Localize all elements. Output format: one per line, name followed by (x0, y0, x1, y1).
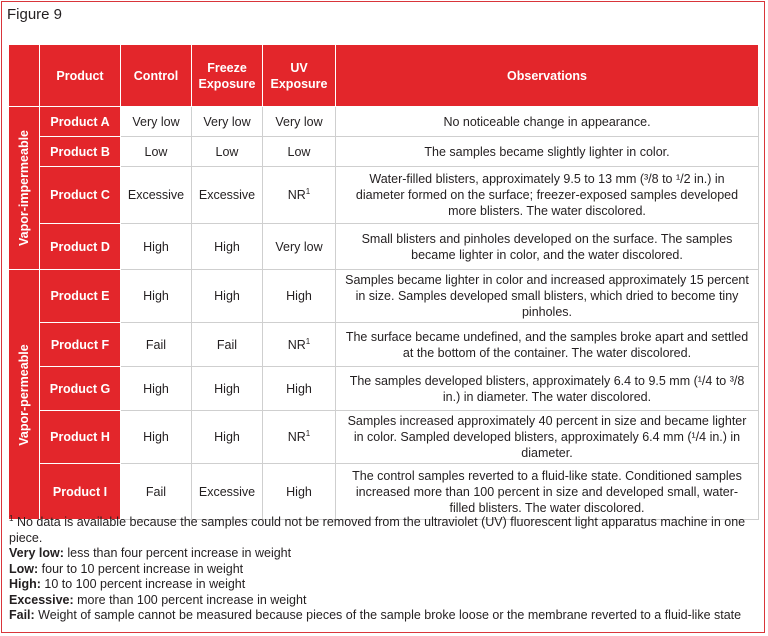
header-product: Product (40, 45, 121, 107)
control-cell: Fail (121, 323, 192, 367)
figure-title: Figure 9 (7, 6, 63, 23)
product-name-cell: Product C (40, 167, 121, 224)
uv-cell (263, 411, 336, 464)
term: Fail: (9, 608, 35, 622)
results-table (8, 44, 759, 520)
uv-cell (263, 367, 336, 411)
freeze-cell: High (192, 270, 263, 323)
control-cell: Fail (121, 464, 192, 520)
uv-cell (263, 270, 336, 323)
product-name-cell: Product D (40, 224, 121, 270)
observation-cell: The control samples reverted to a fluid-like state. Conditioned samples increased more than 100 percent in size and developed small, water-filled blisters. The water discolored. (336, 464, 759, 520)
product-name-cell: Product F (40, 323, 121, 367)
uv-value: NR (287, 430, 306, 444)
table-header-row (9, 45, 759, 107)
footnote-ref: 1 (305, 428, 311, 438)
group-vapor-impermeable (9, 107, 40, 270)
group-label: Vapor-impermeable (17, 129, 31, 247)
legend-excessive (9, 593, 768, 609)
observation-cell: The surface became undefined, and the samples broke apart and settled at the bottom of the container. The water discolored. (336, 323, 759, 367)
uv-cell (263, 107, 336, 137)
freeze-cell: Low (192, 137, 263, 167)
observation-cell: The samples became slightly lighter in color. (336, 137, 759, 167)
definition: 10 to 100 percent increase in weight (40, 577, 246, 591)
definition: Weight of sample cannot be measured because pieces of the sample broke loose or the membrane reverted to a fluid-like state (34, 608, 742, 622)
uv-value: High (286, 381, 312, 396)
uv-value: Very low (275, 114, 323, 129)
header-observations: Observations (336, 45, 759, 107)
term: High: (9, 577, 41, 591)
freeze-cell: Very low (192, 107, 263, 137)
uv-cell (263, 224, 336, 270)
freeze-cell: Fail (192, 323, 263, 367)
freeze-cell: High (192, 224, 263, 270)
legend-high (9, 577, 768, 593)
header-control: Control (121, 45, 192, 107)
table-notes (9, 515, 768, 624)
table-row (9, 367, 759, 411)
table-row (9, 323, 759, 367)
freeze-cell: Excessive (192, 464, 263, 520)
uv-value: Low (287, 144, 311, 159)
product-name-cell: Product E (40, 270, 121, 323)
uv-cell (263, 137, 336, 167)
product-name-cell: Product A (40, 107, 121, 137)
table-row (9, 411, 759, 464)
freeze-cell: Excessive (192, 167, 263, 224)
observation-cell: Small blisters and pinholes developed on the surface. The samples became lighter in color, and the water discolored. (336, 224, 759, 270)
table-row (9, 270, 759, 323)
header-uv: UV Exposure (263, 45, 336, 107)
uv-value: Very low (275, 239, 323, 254)
footnote-1 (9, 515, 768, 546)
observation-cell: No noticeable change in appearance. (336, 107, 759, 137)
group-vapor-permeable (9, 270, 40, 520)
control-cell: High (121, 224, 192, 270)
group-label: Vapor-permeable (17, 343, 31, 446)
legend-very-low (9, 546, 768, 562)
table-row (9, 464, 759, 520)
definition: less than four percent increase in weight (63, 546, 292, 560)
term: Low: (9, 561, 39, 576)
footnote-ref: 1 (305, 336, 311, 346)
control-cell: High (121, 411, 192, 464)
uv-cell (263, 167, 336, 224)
term: Excessive: (9, 592, 74, 607)
uv-value: High (286, 484, 312, 499)
uv-value: NR (287, 337, 306, 352)
control-cell: Low (121, 137, 192, 167)
footnote-mark: 1 (9, 513, 14, 523)
table-row (9, 167, 759, 224)
observation-cell: The samples developed blisters, approximately 6.4 to 9.5 mm (¹/4 to ³/8 in.) in diameter. The water discolored. (336, 367, 759, 411)
control-cell: High (121, 270, 192, 323)
uv-cell (263, 323, 336, 367)
table-row (9, 224, 759, 270)
control-cell: Very low (121, 107, 192, 137)
product-name-cell: Product B (40, 137, 121, 167)
header-group-blank (9, 45, 40, 107)
product-name-cell: Product H (40, 411, 121, 464)
definition: four to 10 percent increase in weight (38, 561, 244, 576)
observation-cell: Water-filled blisters, approximately 9.5 to 13 mm (³/8 to ¹/2 in.) in diameter formed on the surface; freezer-exposed samples developed more blisters. The water discolored. (336, 167, 759, 224)
control-cell: High (121, 367, 192, 411)
footnote-text: No data is available because the samples could not be removed from the ultraviolet (UV) fluorescent light apparatus machine in one piece. (9, 515, 746, 545)
control-cell: Excessive (121, 167, 192, 224)
uv-value: High (286, 289, 312, 303)
freeze-cell: High (192, 411, 263, 464)
footnote-ref: 1 (305, 186, 311, 196)
table-row (9, 107, 759, 137)
legend-fail (9, 608, 768, 624)
uv-value: NR (287, 188, 306, 202)
product-name-cell: Product I (40, 464, 121, 520)
observation-cell: Samples became lighter in color and increased approximately 15 percent in size. Samples developed small blisters, which dried to become tiny pinholes. (336, 270, 759, 323)
legend-low (9, 562, 768, 578)
table-row (9, 137, 759, 167)
freeze-cell: High (192, 367, 263, 411)
observation-cell: Samples increased approximately 40 percent in size and became lighter in color. Sampled developed blisters, approximately 6.4 mm (¹/4 in.) in diameter. (336, 411, 759, 464)
term: Very low: (9, 546, 64, 560)
definition: more than 100 percent increase in weight (73, 592, 307, 607)
header-freeze: Freeze Exposure (192, 45, 263, 107)
product-name-cell: Product G (40, 367, 121, 411)
uv-cell (263, 464, 336, 520)
